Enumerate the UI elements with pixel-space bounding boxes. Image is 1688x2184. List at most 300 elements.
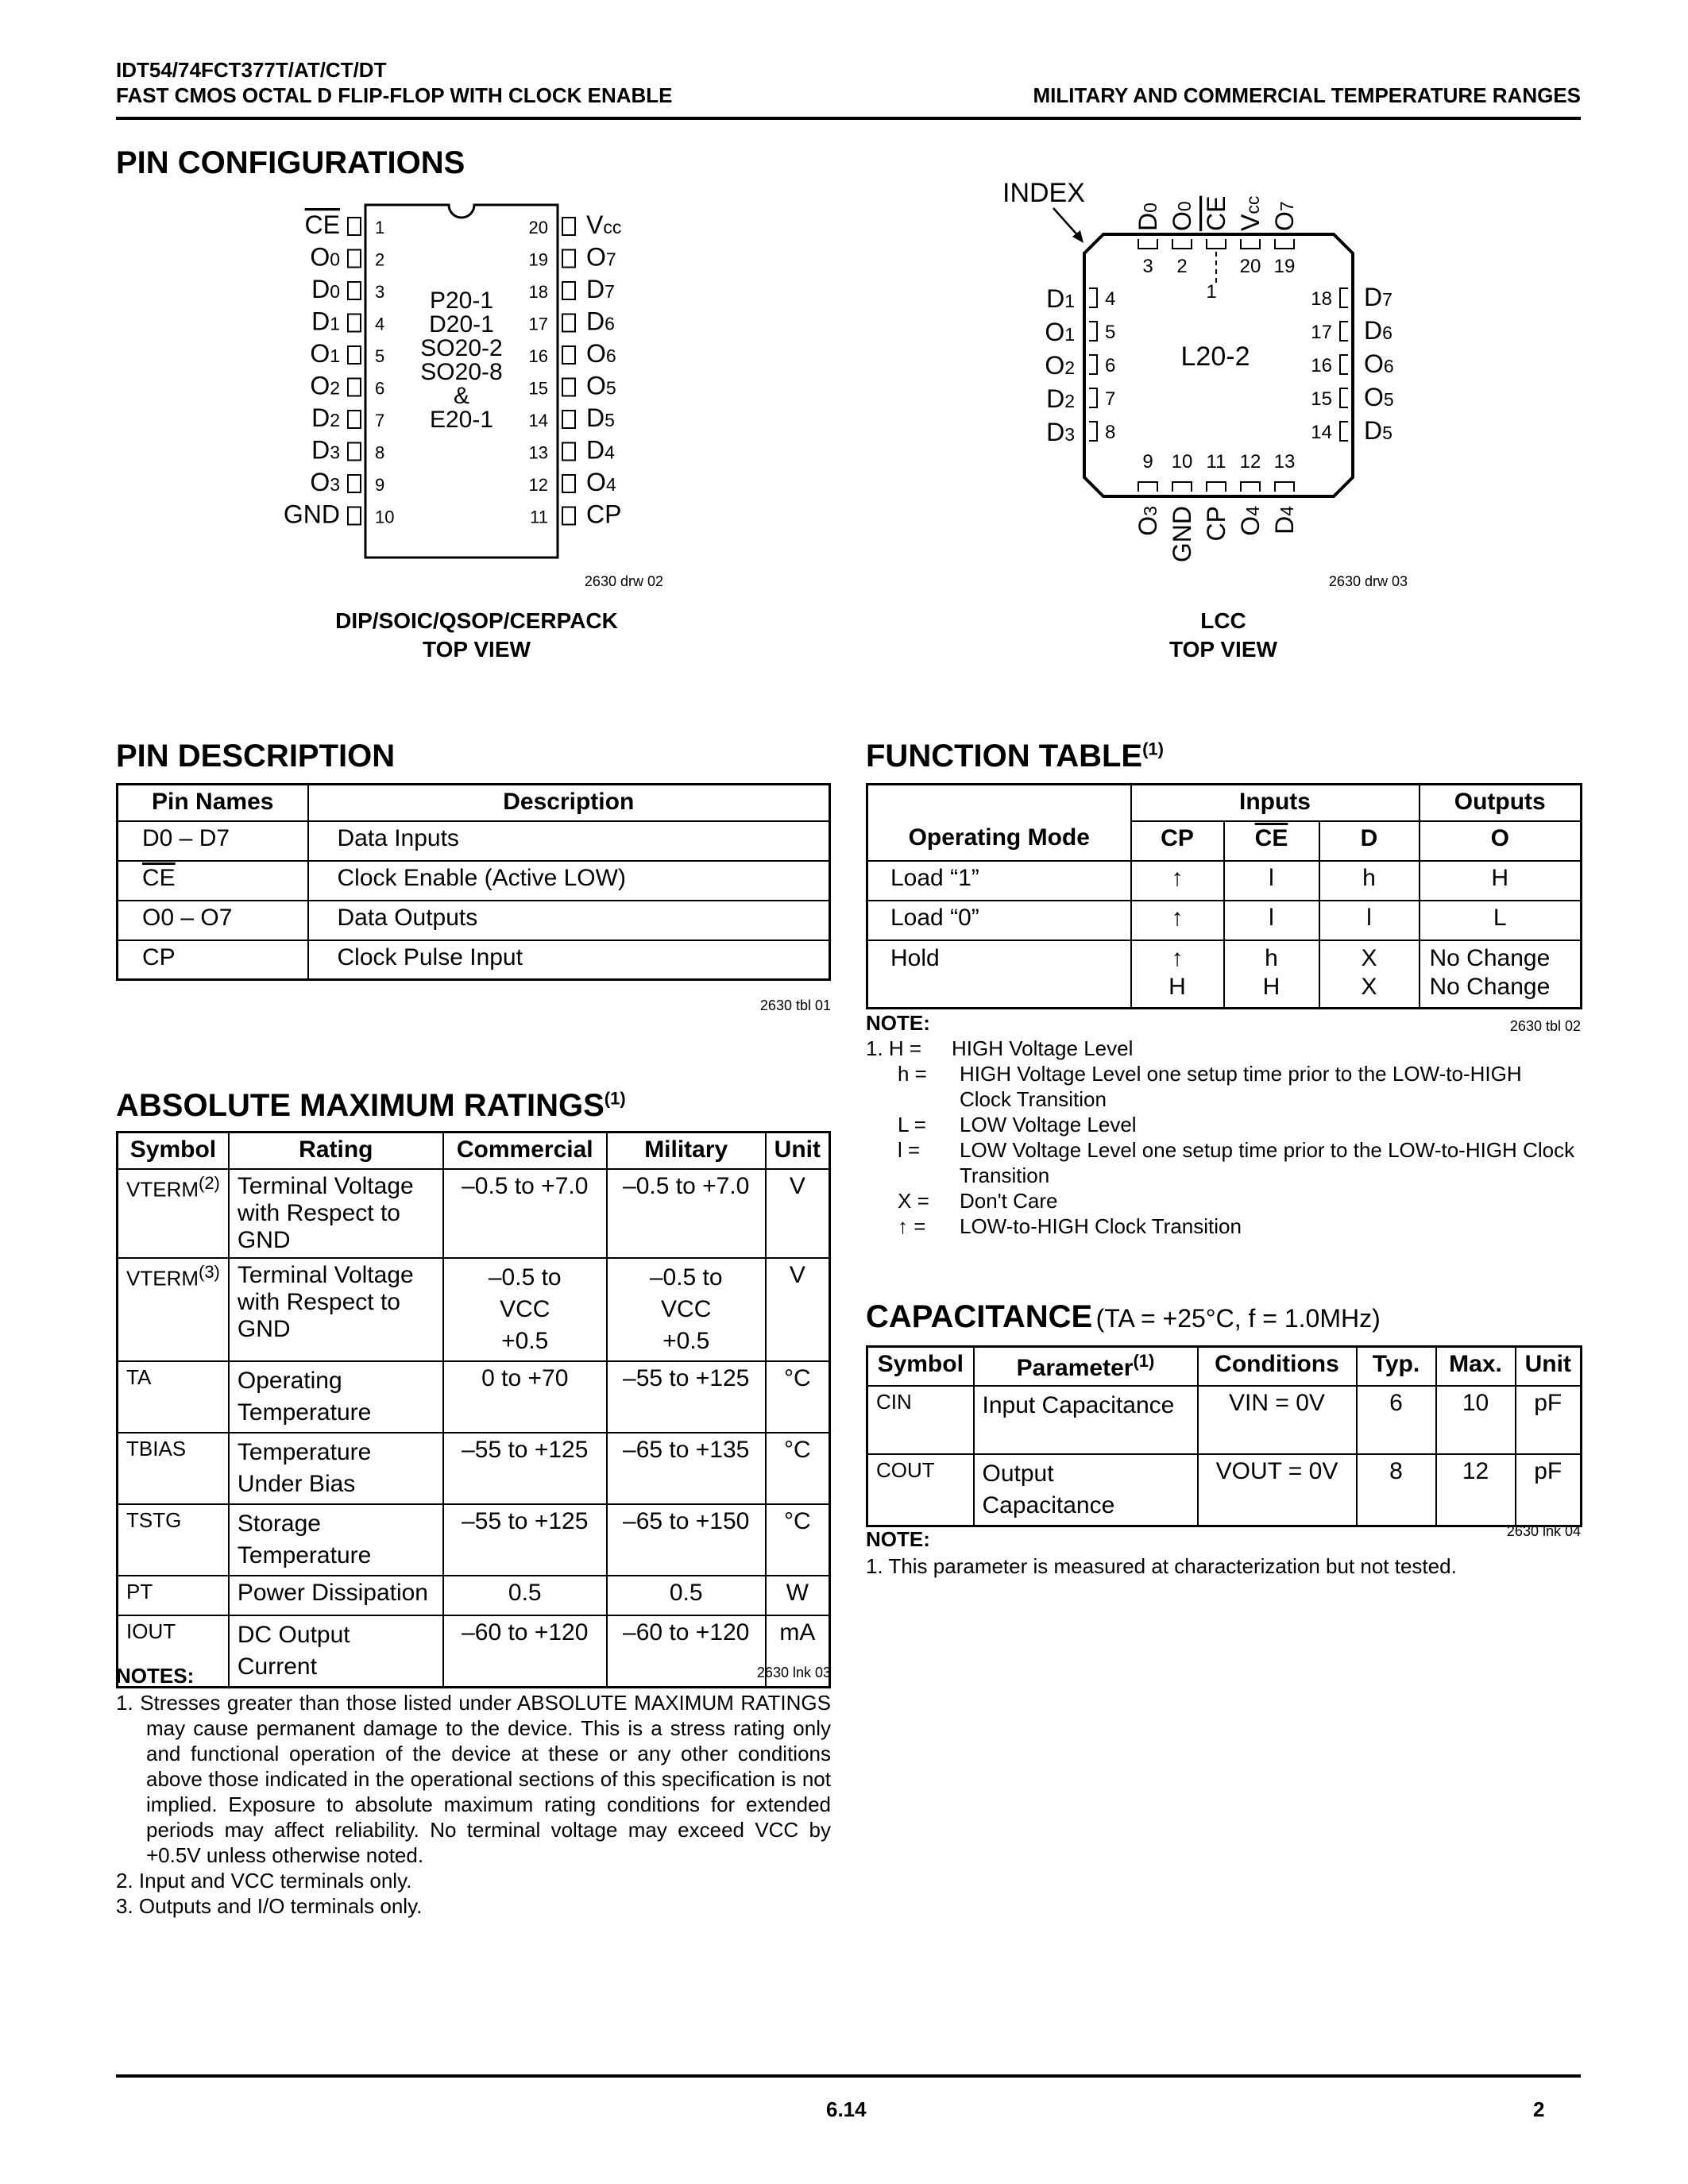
lcc-pin-pad (1089, 322, 1097, 341)
function-note-item (866, 1061, 1590, 1112)
lcc-pin-number: 10 (1171, 451, 1193, 473)
dip-pin-stub (348, 443, 361, 461)
header-temperature-ranges: MILITARY AND COMMERCIAL TEMPERATURE RANGES (1033, 83, 1581, 107)
dip-pin-name: D3 (311, 435, 340, 465)
capacitance-title-text: CAPACITANCE (866, 1299, 1093, 1334)
lcc-pin-number: 1 (1206, 281, 1217, 303)
dip-pin-stub (562, 282, 575, 299)
lcc-pin-name: D5 (1364, 416, 1393, 445)
pin-desc-text: Clock Pulse Input (308, 940, 830, 980)
abs-max-military: –55 to +125 (607, 1361, 766, 1433)
abs-max-header: Unit (766, 1133, 830, 1169)
lcc-pin-number: 20 (1239, 256, 1261, 277)
function-note-text: Don't Care (960, 1189, 1058, 1213)
table-row (867, 1386, 1582, 1454)
capacitance-typ: 6 (1357, 1386, 1436, 1454)
dip-pin-name: O1 (310, 339, 340, 368)
abs-max-commercial: 0.5 (443, 1576, 607, 1615)
capacitance-header: Typ. (1357, 1347, 1436, 1387)
dip-pin-number: 11 (530, 507, 548, 527)
pin-desc-header-names: Pin Names (118, 785, 308, 821)
function-note-text: LOW Voltage Level one setup time prior to the LOW-to-HIGH Clock Transition (960, 1138, 1575, 1187)
abs-max-header: Commercial (443, 1133, 607, 1169)
abs-max-unit: W (766, 1576, 830, 1615)
lcc-pin-pad (1172, 239, 1192, 249)
dip-pin-number: 18 (528, 282, 548, 302)
capacitance-ref: 2630 lnk 04 (1506, 1523, 1581, 1539)
abs-max-notes-title: NOTES: (116, 1664, 195, 1688)
table-row (118, 1576, 830, 1615)
dip-pin-number: 6 (375, 378, 385, 399)
dip-pin-stub (562, 250, 575, 268)
capacitance-title (866, 1299, 1381, 1335)
dip-pin-number: 1 (375, 218, 385, 237)
dip-caption-line2: TOP VIEW (423, 637, 531, 662)
abs-max-commercial: –0.5 to VCC +0.5 (443, 1258, 607, 1361)
table-row (867, 861, 1582, 901)
dip-pin-number: 14 (528, 411, 548, 430)
pin-desc-text: Clock Enable (Active LOW) (308, 861, 830, 901)
abs-max-rating: DC Output Current (229, 1615, 443, 1688)
abs-max-military: –0.5 to VCC +0.5 (607, 1258, 766, 1361)
lcc-pin-name: Vcc (1236, 195, 1265, 231)
dip-pin-number: 19 (528, 249, 548, 270)
capacitance-conditions: VOUT = 0V (1198, 1454, 1357, 1526)
function-cp: H (1168, 973, 1186, 1000)
lcc-pin-name: O0 (1168, 201, 1196, 231)
abs-max-symbol: TA (118, 1361, 229, 1433)
pin-desc-title: PIN DESCRIPTION (116, 739, 396, 774)
function-mode: Hold (890, 944, 940, 971)
lcc-pin-name: GND (1168, 506, 1196, 563)
abs-max-commercial: 0 to +70 (443, 1361, 607, 1433)
dip-pin-stub (562, 346, 575, 364)
table-row (118, 1169, 830, 1258)
dip-pin-stub (562, 218, 575, 235)
abs-max-note: 3. Outputs and I/O terminals only. (116, 1894, 423, 1918)
function-cp: ↑ (1131, 901, 1224, 940)
function-table-title (866, 739, 1164, 774)
lcc-pin-name: CE (1202, 195, 1230, 231)
dip-pin-stub (348, 379, 361, 396)
function-note-item (866, 1188, 1590, 1214)
function-note-item (866, 1036, 1590, 1061)
lcc-pin-pad (1089, 288, 1097, 307)
lcc-pin-number: 18 (1311, 288, 1332, 310)
capacitance-max: 12 (1436, 1454, 1516, 1526)
lcc-drawing-ref: 2630 drw 03 (1328, 573, 1408, 589)
dip-pin-name: O7 (586, 242, 616, 272)
abs-max-symbol: TBIAS (118, 1433, 229, 1504)
function-table-header-ce: $\overline{CE}$ (1254, 824, 1288, 851)
function-o: No Change (1429, 944, 1551, 971)
abs-max-unit: °C (766, 1433, 830, 1504)
dip-drawing-ref: 2630 drw 02 (584, 573, 663, 589)
dip-pin-number: 9 (375, 475, 385, 495)
capacitance-header: Conditions (1198, 1347, 1357, 1387)
dip-package-name: & (453, 383, 470, 409)
capacitance-symbol: COUT (867, 1454, 974, 1526)
lcc-pin-pad (1207, 482, 1226, 492)
lcc-pin-number: 12 (1239, 451, 1261, 473)
table-row (118, 901, 830, 940)
function-note-symbol: 1. H = (866, 1036, 922, 1060)
pin-desc-name: O0 – O7 (118, 901, 308, 940)
dip-pin-name: D6 (586, 307, 615, 336)
lcc-pin-number: 19 (1273, 256, 1296, 277)
table-row (118, 1615, 830, 1688)
dip-pin-number: 15 (528, 378, 548, 399)
lcc-pin-name: D4 (1270, 506, 1299, 534)
lcc-pin-pad (1275, 239, 1294, 249)
abs-max-symbol: VTERM (126, 1266, 199, 1291)
dip-pin-number: 8 (375, 442, 385, 463)
lcc-pin-pad (1172, 482, 1192, 492)
abs-max-unit: V (766, 1258, 830, 1361)
function-note-text: LOW-to-HIGH Clock Transition (960, 1214, 1242, 1238)
function-notes (866, 1036, 1590, 1239)
function-table-header-cp: CP (1131, 821, 1224, 861)
lcc-pin-pad (1275, 482, 1294, 492)
dip-pin-name: O0 (310, 242, 340, 272)
lcc-pin-number: 17 (1311, 322, 1332, 343)
dip-pin-name: O2 (310, 371, 340, 400)
dip-pin-name: D4 (586, 435, 615, 465)
lcc-pin-pad (1340, 322, 1348, 341)
pin-desc-header-description: Description (308, 785, 830, 821)
function-note-symbol: l = (898, 1138, 921, 1162)
capacitance-parameter: Input Capacitance (974, 1386, 1198, 1454)
abs-max-title-text: ABSOLUTE MAXIMUM RATINGS (116, 1088, 605, 1123)
abs-max-unit: V (766, 1169, 830, 1258)
abs-max-unit: mA (766, 1615, 830, 1688)
lcc-pin-number: 4 (1105, 288, 1116, 310)
capacitance-header: Max. (1436, 1347, 1516, 1387)
abs-max-rating: Power Dissipation (229, 1576, 443, 1615)
function-table-title-sup: (1) (1142, 739, 1164, 759)
abs-max-title (116, 1088, 626, 1124)
function-d: l (1319, 901, 1420, 940)
lcc-caption-line1: LCC (1200, 608, 1246, 633)
abs-max-rating: Operating Temperature (229, 1361, 443, 1433)
abs-max-military: –65 to +150 (607, 1504, 766, 1576)
dip-pin-name: D5 (586, 403, 615, 432)
pin-desc-name: CP (118, 940, 308, 980)
dip-pin-name: CP (586, 500, 622, 529)
capacitance-symbol: CIN (867, 1386, 974, 1454)
abs-max-symbol: IOUT (118, 1615, 229, 1688)
function-note-text: LOW Voltage Level (960, 1113, 1137, 1136)
abs-max-symbol: VTERM (126, 1177, 199, 1202)
dip-pin-name: GND (283, 500, 340, 529)
function-cp: ↑ (1171, 944, 1184, 971)
dip-pin-stub (562, 411, 575, 428)
abs-max-military: 0.5 (607, 1576, 766, 1615)
footer-page-number: 2 (1533, 2097, 1545, 2121)
pin-desc-text: Data Outputs (308, 901, 830, 940)
pin-config-title: PIN CONFIGURATIONS (116, 145, 465, 180)
lcc-pin-name: D2 (1046, 384, 1075, 413)
dip-pin-name: O5 (586, 371, 616, 400)
dip-package-list (420, 287, 502, 433)
lcc-pins (1045, 196, 1393, 563)
dip-pin-stub (348, 411, 361, 428)
dip-left-pins (284, 210, 395, 529)
abs-max-rating: Temperature Under Bias (229, 1433, 443, 1504)
function-note-item (866, 1214, 1590, 1239)
pin-desc-text: Data Inputs (308, 821, 830, 861)
abs-max-military: –60 to +120 (607, 1615, 766, 1688)
dip-package-name: SO20-8 (420, 359, 503, 385)
function-d: X (1361, 973, 1377, 1000)
footer-section-number: 6.14 (826, 2097, 867, 2121)
table-row (118, 821, 830, 861)
dip-pin-number: 3 (375, 282, 385, 302)
capacitance-table (866, 1345, 1582, 1527)
lcc-pin-number: 13 (1273, 451, 1296, 473)
lcc-pin-name: O1 (1045, 318, 1075, 346)
header-part-number: IDT54/74FCT377T/AT/CT/DT (116, 58, 387, 82)
pin-desc-table (116, 783, 831, 981)
function-note-item (866, 1137, 1590, 1188)
function-ce: h (1265, 944, 1278, 971)
table-row (118, 861, 830, 901)
function-table-header-o: O (1420, 821, 1582, 861)
lcc-pin-number: 8 (1105, 422, 1116, 443)
abs-max-rating: Terminal Voltage with Respect to GND (229, 1258, 443, 1361)
function-mode: Load “1” (867, 861, 1131, 901)
function-mode: Load “0” (867, 901, 1131, 940)
function-o: L (1420, 901, 1582, 940)
dip-pin-name: D7 (586, 275, 615, 303)
table-row (118, 1504, 830, 1576)
function-ce: l (1224, 861, 1319, 901)
lcc-pin-number: 9 (1142, 451, 1153, 473)
function-table-header-mode: Operating Mode (867, 821, 1131, 861)
abs-max-symbol: TSTG (118, 1504, 229, 1576)
dip-package-name: E20-1 (429, 407, 494, 433)
dip-pin-stub (562, 443, 575, 461)
abs-max-title-sup: (1) (604, 1088, 626, 1109)
dip-pin-number: 2 (375, 249, 385, 270)
dip-pin-name: O6 (586, 339, 616, 368)
capacitance-header-sup: (1) (1133, 1351, 1155, 1371)
dip-pin-stub (562, 475, 575, 492)
function-table-title-text: FUNCTION TABLE (866, 739, 1143, 774)
dip-pin-number: 7 (375, 411, 385, 430)
abs-max-commercial: –0.5 to +7.0 (443, 1169, 607, 1258)
function-note-item (866, 1112, 1590, 1137)
abs-max-header: Rating (229, 1133, 443, 1169)
lcc-pin-name: D7 (1364, 283, 1393, 311)
function-note-title: NOTE: (866, 1011, 930, 1035)
dip-caption-line1: DIP/SOIC/QSOP/CERPACK (335, 608, 618, 633)
lcc-pin-name: O2 (1045, 351, 1075, 380)
function-note-symbol: X = (898, 1189, 929, 1213)
lcc-pin-pad (1241, 239, 1260, 249)
function-d: X (1361, 944, 1377, 971)
lcc-pin-name: O4 (1236, 506, 1265, 536)
dip-pin-stub (348, 314, 361, 332)
abs-max-commercial: –60 to +120 (443, 1615, 607, 1688)
footer-rule (116, 2074, 1581, 2078)
capacitance-unit: pF (1516, 1386, 1582, 1454)
dip-pin-name: CE (304, 210, 340, 239)
capacitance-note-title: NOTE: (866, 1527, 930, 1551)
function-table-inputs-group: Inputs (1131, 785, 1420, 821)
abs-max-rating: Terminal Voltage with Respect to GND (229, 1169, 443, 1258)
dip-pin-stub (348, 346, 361, 364)
dip-pin-stub (348, 250, 361, 268)
lcc-pin-number: 5 (1105, 322, 1116, 343)
dip-package-name: SO20-2 (420, 335, 503, 361)
dip-pin-stub (348, 282, 361, 299)
dip-pin-name: O3 (310, 468, 340, 496)
lcc-package-label: L20-2 (1180, 341, 1250, 372)
lcc-pin-name: O3 (1134, 506, 1162, 536)
function-note-text: HIGH Voltage Level (952, 1036, 1134, 1060)
abs-max-note: 2. Input and VCC terminals only. (116, 1869, 412, 1893)
table-row (867, 940, 1582, 1009)
table-row (118, 1258, 830, 1361)
abs-max-military: –0.5 to +7.0 (607, 1169, 766, 1258)
dip-pin-name: Vcc (586, 210, 622, 239)
table-row (118, 1361, 830, 1433)
dip-pin-stub (348, 507, 361, 525)
lcc-pin-number: 16 (1311, 355, 1332, 376)
lcc-pin-number: 7 (1105, 388, 1116, 410)
abs-max-header: Symbol (118, 1133, 229, 1169)
lcc-pin-number: 14 (1311, 422, 1332, 443)
dip-pin-name: D0 (311, 275, 340, 303)
lcc-pin-number: 3 (1142, 256, 1153, 277)
lcc-pin-number: 6 (1105, 355, 1116, 376)
lcc-pin-name: D1 (1046, 284, 1075, 313)
dip-pin-number: 5 (375, 346, 385, 366)
dip-pinout-diagram (254, 191, 699, 596)
lcc-pin-pad (1340, 388, 1348, 407)
lcc-caption-line2: TOP VIEW (1169, 637, 1277, 662)
capacitance-typ: 8 (1357, 1454, 1436, 1526)
lcc-pin-pad (1340, 422, 1348, 441)
function-cp: ↑ (1131, 861, 1224, 901)
abs-max-symbol: PT (118, 1576, 229, 1615)
lcc-pin-number: 11 (1206, 451, 1226, 473)
abs-max-military: –65 to +135 (607, 1433, 766, 1504)
dip-pin-number: 4 (375, 314, 385, 334)
abs-max-symbol-sup: (3) (199, 1261, 220, 1282)
lcc-pin-pad (1138, 482, 1157, 492)
lcc-index-label: INDEX (1002, 178, 1085, 208)
lcc-pin-name: O5 (1364, 383, 1394, 411)
pin-desc-name: D0 – D7 (118, 821, 308, 861)
abs-max-unit: °C (766, 1361, 830, 1433)
capacitance-subtitle: (TA = +25°C, f = 1.0MHz) (1095, 1304, 1381, 1333)
function-note-text: HIGH Voltage Level one setup time prior to the LOW-to-HIGH Clock Transition (960, 1062, 1522, 1111)
lcc-pin-name: D6 (1364, 316, 1393, 345)
function-table-outputs-group: Outputs (1420, 785, 1582, 821)
abs-max-ref: 2630 lnk 03 (756, 1665, 831, 1680)
pin-desc-name: $\overline{CE}$ (142, 864, 176, 891)
dip-pin-number: 20 (528, 218, 548, 237)
lcc-pin-pad (1089, 355, 1097, 374)
table-row (118, 1433, 830, 1504)
dip-package-name: D20-1 (429, 311, 494, 338)
lcc-pin-name: D3 (1046, 418, 1075, 446)
capacitance-unit: pF (1516, 1454, 1582, 1526)
lcc-pin-number: 2 (1176, 256, 1188, 277)
lcc-pin-pad (1089, 422, 1097, 441)
dip-pin-name: O4 (586, 468, 616, 496)
capacitance-header: Unit (1516, 1347, 1582, 1387)
function-note-symbol: ↑ = (898, 1214, 926, 1238)
abs-max-note: 1. Stresses greater than those listed under ABSOLUTE MAXIMUM RATINGS may cause permanent damage to the device. This is a stress rating only and functional operation of the device at these or any other conditions above those indicated in the operational sections of this specification is not implied. Exposure to absolute maximum rating conditions for extended periods may affect reliability. No terminal voltage may exceed VCC by +0.5V unless otherwise noted. (116, 1691, 831, 1867)
dip-pin-stub (348, 218, 361, 235)
capacitance-parameter: Output Capacitance (974, 1454, 1198, 1526)
abs-max-header: Military (607, 1133, 766, 1169)
function-note-symbol: L = (898, 1113, 926, 1136)
lcc-pin-name: CP (1202, 506, 1230, 542)
dip-pin-number: 17 (528, 314, 548, 334)
capacitance-note: 1. This parameter is measured at characterization but not tested. (866, 1554, 1457, 1578)
lcc-pin-pad (1138, 239, 1157, 249)
table-row (867, 1454, 1582, 1526)
lcc-pin-pad (1089, 388, 1097, 407)
abs-max-rating: Storage Temperature (229, 1504, 443, 1576)
function-note-symbol: h = (898, 1062, 927, 1086)
lcc-pin-pad (1340, 288, 1348, 307)
function-table-ref: 2630 tbl 02 (1509, 1018, 1581, 1034)
pin-desc-ref: 2630 tbl 01 (759, 997, 831, 1013)
table-row (118, 940, 830, 980)
lcc-pin-pad (1241, 482, 1260, 492)
abs-max-table (116, 1131, 831, 1688)
abs-max-commercial: –55 to +125 (443, 1433, 607, 1504)
abs-max-commercial: –55 to +125 (443, 1504, 607, 1576)
capacitance-max: 10 (1436, 1386, 1516, 1454)
function-o: H (1420, 861, 1582, 901)
dip-pin-number: 10 (375, 507, 395, 527)
dip-pin-stub (562, 379, 575, 396)
dip-right-pins (529, 210, 622, 529)
function-ce: l (1224, 901, 1319, 940)
lcc-pin-pad (1340, 355, 1348, 374)
abs-max-symbol-sup: (2) (199, 1172, 220, 1193)
function-d: h (1319, 861, 1420, 901)
lcc-caption (1017, 607, 1430, 664)
capacitance-conditions: VIN = 0V (1198, 1386, 1357, 1454)
capacitance-header-text: Parameter (1016, 1355, 1134, 1381)
lcc-pin-name: O7 (1270, 201, 1299, 231)
lcc-pin-name: D0 (1134, 203, 1162, 231)
dip-pin-stub (562, 314, 575, 332)
dip-caption (270, 607, 683, 664)
header-description: FAST CMOS OCTAL D FLIP-FLOP WITH CLOCK ENABLE (116, 83, 673, 107)
lcc-pin-pad (1207, 239, 1226, 249)
dip-pin-number: 16 (528, 346, 548, 366)
lcc-pin-number: 15 (1311, 388, 1332, 410)
function-ce: H (1262, 973, 1280, 1000)
dip-pin-stub (562, 507, 575, 525)
abs-max-notes (116, 1690, 831, 1919)
abs-max-unit: °C (766, 1504, 830, 1576)
capacitance-header (974, 1347, 1198, 1387)
dip-pin-stub (348, 475, 361, 492)
function-table-header-d: D (1319, 821, 1420, 861)
table-row (867, 901, 1582, 940)
dip-pin-number: 13 (528, 442, 548, 463)
dip-pin-number: 12 (528, 475, 548, 495)
